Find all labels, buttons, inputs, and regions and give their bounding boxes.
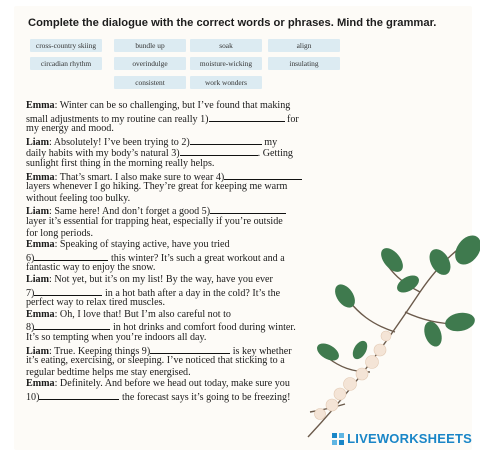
dialogue-line — [26, 309, 231, 321]
dialogue-text-segment: . Getting — [257, 148, 293, 160]
dialogue-line — [26, 228, 93, 240]
answer-blank[interactable] — [34, 251, 108, 261]
answer-blank[interactable] — [39, 390, 119, 400]
dialogue-text-segment: 7) — [26, 287, 35, 299]
instructions-title: Complete the dialogue with the correct words or phrases. Mind the grammar. — [28, 17, 437, 29]
dialogue-line — [26, 112, 299, 124]
dialogue-text-segment: : That’s smart. I also make sure to wear 4) — [54, 171, 225, 183]
dialogue-line — [26, 135, 277, 147]
dialogue-line — [26, 320, 296, 332]
dialogue-line — [26, 239, 230, 251]
speaker-name: Emma — [26, 171, 55, 183]
answer-blank[interactable] — [34, 320, 110, 330]
dialogue-text-segment: 10) — [26, 392, 40, 403]
speaker-name: Liam — [26, 136, 49, 148]
dialogue-text-segment: It’s so tempting when you’re indoors all day. — [26, 332, 207, 343]
answer-blank[interactable] — [210, 204, 286, 214]
dialogue-text-segment: the forecast says it’s going to be freezing! — [119, 392, 291, 403]
dialogue-line — [26, 146, 293, 158]
answer-blank[interactable] — [180, 146, 258, 156]
word-bank-item[interactable]: consistent — [114, 76, 186, 89]
word-bank-item[interactable]: insulating — [268, 57, 340, 70]
dialogue-text-segment: 8) — [26, 322, 35, 334]
dialogue-line — [26, 123, 114, 135]
word-bank-item[interactable]: circadian rhythm — [30, 57, 102, 70]
dialogue-text-segment: daily habits with my body’s natural 3) — [26, 148, 180, 160]
dialogue-text-segment: 6) — [26, 252, 35, 264]
dialogue-text-segment: for — [284, 113, 299, 125]
dialogue-text-segment: : Oh, I love that! But I’m also careful not to — [54, 308, 231, 320]
word-bank-item[interactable]: soak — [190, 39, 262, 52]
dialogue-text-segment: my — [261, 136, 278, 148]
dialogue-text-segment: : Speaking of staying active, have you tried — [54, 239, 230, 251]
answer-blank[interactable] — [209, 112, 285, 122]
word-bank-item[interactable]: overindulge — [114, 57, 186, 70]
word-bank-item[interactable]: align — [268, 39, 340, 52]
dialogue-line — [26, 181, 287, 193]
brand-name: LIVEWORKSHEETS — [347, 431, 472, 446]
answer-blank[interactable] — [34, 286, 102, 296]
dialogue-text-segment: in a hot bath after a day in the cold? It’s the — [102, 287, 281, 299]
liveworksheets-logo — [332, 431, 472, 446]
dialogue-line — [26, 274, 273, 286]
dialogue-line — [26, 100, 290, 112]
dialogue-text-segment: layers whenever I go hiking. They’re great for keeping me warm — [26, 181, 288, 193]
dialogue-text-segment: layer it’s essential for trapping heat, especially if you’re outside — [26, 216, 283, 227]
dialogue-line — [26, 286, 280, 298]
dialogue-line — [26, 251, 285, 263]
dialogue-text-segment: : Definitely. And before we head out today, make sure you — [54, 378, 290, 390]
dialogue-text-segment: : True. Keeping things 9) — [49, 345, 151, 357]
dialogue-line — [26, 355, 285, 367]
dialogue-line — [26, 378, 290, 390]
dialogue-text-segment: sunlight first thing in the morning really helps. — [26, 158, 215, 169]
dialogue-line — [26, 204, 286, 216]
speaker-name: Liam — [26, 274, 49, 285]
speaker-name: Emma — [26, 100, 55, 111]
dialogue-text-segment: for long periods. — [26, 227, 93, 239]
word-bank-item[interactable]: bundle up — [114, 39, 186, 52]
dialogue-line — [26, 170, 302, 182]
dialogue-text-segment: : Same here! And don’t forget a good 5) — [49, 206, 211, 218]
dialogue-text-segment: small adjustments to my routine can really 1) — [26, 113, 209, 125]
dialogue-text-segment: this winter? It’s such a great workout and a — [108, 252, 285, 264]
speaker-name: Emma — [26, 308, 55, 320]
dialogue-text-segment: in hot drinks and comfort food during winter. — [110, 322, 296, 334]
dialogue-line — [26, 193, 130, 205]
dialogue-text-segment: is key whether — [230, 345, 292, 357]
dialogue-line — [26, 262, 155, 274]
speaker-name: Emma — [26, 239, 55, 251]
answer-blank[interactable] — [190, 135, 262, 145]
liveworksheets-logo-icon — [332, 433, 344, 445]
word-bank-item[interactable]: cross-country skiing — [30, 39, 102, 52]
answer-blank[interactable] — [224, 170, 302, 180]
dialogue-line — [26, 216, 283, 228]
dialogue-line — [26, 390, 290, 402]
dialogue-line — [26, 367, 191, 379]
speaker-name: Liam — [26, 345, 49, 357]
dialogue-text-segment: : Not yet, but it’s on my list! By the way, have you ever — [49, 274, 273, 285]
dialogue-text-segment: : Absolutely! I’ve been trying to 2) — [49, 136, 190, 148]
dialogue-text-segment: regular bedtime helps me stay energised. — [26, 366, 191, 378]
dialogue-line — [26, 158, 214, 170]
winter-branch-illustration — [300, 232, 480, 442]
dialogue-text-segment: : Winter can be so challenging, but I’ve found that making — [54, 100, 291, 111]
dialogue-line — [26, 297, 165, 309]
dialogue-text-segment: perfect way to relax tired muscles. — [26, 297, 166, 309]
word-bank-item[interactable]: moisture-wicking — [190, 57, 262, 70]
dialogue-text-segment: without feeling too bulky. — [26, 192, 131, 204]
speaker-name: Liam — [26, 206, 49, 218]
answer-blank[interactable] — [150, 344, 230, 354]
dialogue-text-segment: my energy and mood. — [26, 123, 114, 135]
dialogue-text-segment: fantastic way to enjoy the snow. — [26, 262, 156, 274]
dialogue-line — [26, 332, 206, 344]
speaker-name: Emma — [26, 378, 55, 390]
word-bank-item[interactable]: work wonders — [190, 76, 262, 89]
dialogue-line — [26, 344, 292, 356]
dialogue-text-segment: it’s eating, exercising, or sleeping. I’ve noticed that sticking to a — [26, 355, 285, 367]
